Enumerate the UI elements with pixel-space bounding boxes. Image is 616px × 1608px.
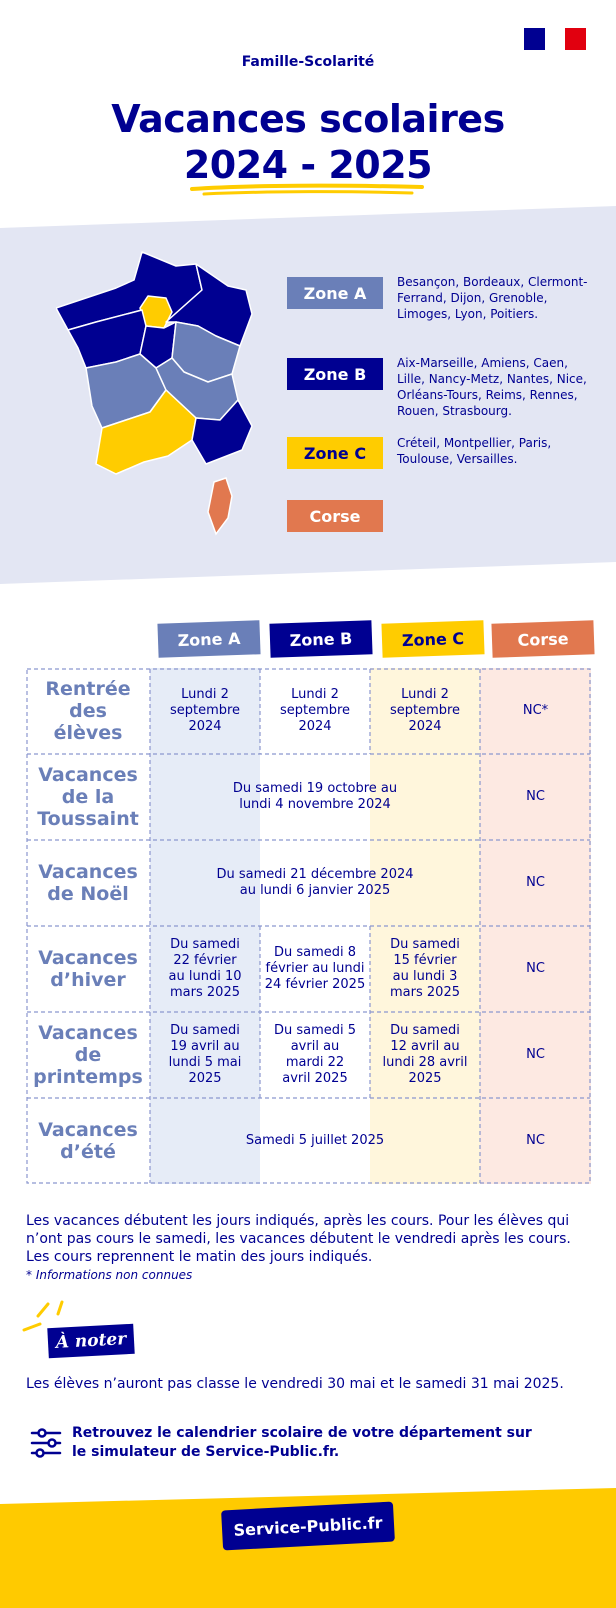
- footnote: * Informations non connues: [26, 1268, 193, 1282]
- row-label-toussaint: Vacances de la Toussaint: [37, 764, 139, 830]
- simulator-link[interactable]: Retrouvez le calendrier scolaire de votre département sur le simulateur de Service-Public.fr.: [72, 1425, 532, 1460]
- a-noter-text: Les élèves n’auront pas classe le vendredi 30 mai et le samedi 31 mai 2025.: [26, 1376, 564, 1392]
- title-line-1: Vacances scolaires: [111, 97, 505, 141]
- cell-hiver-corse: NC: [526, 961, 545, 976]
- col-head-zone-b: Zone B: [269, 620, 372, 658]
- col-head-zone-c: Zone C: [381, 620, 484, 658]
- cell-toussaint-merged: Du samedi 19 octobre au lundi 4 novembre 2024: [232, 781, 398, 812]
- service-public-logo[interactable]: Service-Public.fr: [221, 1502, 395, 1551]
- cell-printemps-corse: NC: [526, 1047, 545, 1062]
- cell-hiver-zone-c: Du samedi 15 février au lundi 3 mars 2025: [390, 937, 460, 1000]
- cell-noel-corse: NC: [526, 875, 545, 890]
- row-label-noel: Vacances de Noël: [38, 861, 138, 905]
- legend-zone-b: Zone B: [287, 358, 383, 390]
- cell-noel-merged: Du samedi 21 décembre 2024 au lundi 6 janvier 2025: [216, 867, 414, 898]
- legend-zone-b-cities: Aix-Marseille, Amiens, Caen, Lille, Nancy-Metz, Nantes, Nice, Orléans-Tours, Reims, Rennes, Rouen, Strasbourg.: [397, 356, 587, 418]
- cell-rentree-zone-c: Lundi 2 septembre 2024: [389, 687, 461, 734]
- legend-zone-a: Zone A: [287, 277, 383, 309]
- page-title: [0, 96, 616, 188]
- cell-ete-merged: Samedi 5 juillet 2025: [245, 1133, 385, 1148]
- cell-ete-corse: NC: [526, 1133, 545, 1148]
- cell-printemps-zone-a: Du samedi 19 avril au lundi 5 mai 2025: [168, 1023, 242, 1086]
- row-label-printemps: Vacances de printemps: [33, 1022, 143, 1088]
- french-flag-icon: [524, 28, 586, 50]
- col-head-corse: Corse: [491, 620, 594, 658]
- cell-hiver-zone-b: Du samedi 8 février au lundi 24 février 2025: [264, 945, 366, 992]
- category-label: Famille-Scolarité: [241, 54, 375, 70]
- holiday-rules-note: Les vacances débutent les jours indiqués, après les cours. Pour les élèves qui n’ont pas cours le samedi, les vacances débutent le vendredi après les cours. Les cours reprennent le matin des jours indiqués.: [26, 1213, 571, 1265]
- a-noter-badge: À noter: [47, 1324, 134, 1358]
- title-underline: [190, 183, 426, 197]
- row-label-ete: Vacances d’été: [38, 1119, 138, 1163]
- legend-corse: Corse: [287, 500, 383, 532]
- cell-rentree-corse: NC*: [522, 703, 549, 718]
- cell-printemps-zone-c: Du samedi 12 avril au lundi 28 avril 2025: [382, 1023, 468, 1086]
- legend-zone-c: Zone C: [287, 437, 383, 469]
- cell-toussaint-corse: NC: [526, 789, 545, 804]
- cell-rentree-zone-b: Lundi 2 septembre 2024: [279, 687, 351, 734]
- legend-zone-a-cities: Besançon, Bordeaux, Clermont-Ferrand, Dijon, Grenoble, Limoges, Lyon, Poitiers.: [397, 275, 588, 321]
- col-head-zone-a: Zone A: [157, 620, 260, 658]
- france-zones-map: [56, 250, 256, 550]
- legend-zone-c-cities: Créteil, Montpellier, Paris, Toulouse, Versailles.: [397, 436, 552, 466]
- cell-hiver-zone-a: Du samedi 22 février au lundi 10 mars 2025: [168, 937, 242, 1000]
- cell-rentree-zone-a: Lundi 2 septembre 2024: [169, 687, 241, 734]
- cell-printemps-zone-b: Du samedi 5 avril au mardi 22 avril 2025: [273, 1023, 357, 1086]
- holiday-table: [26, 668, 591, 1184]
- row-label-hiver: Vacances d’hiver: [38, 947, 138, 991]
- sliders-icon: [30, 1428, 62, 1458]
- title-line-2: 2024 - 2025: [183, 143, 433, 187]
- row-label-rentree: Rentrée des élèves: [45, 678, 131, 744]
